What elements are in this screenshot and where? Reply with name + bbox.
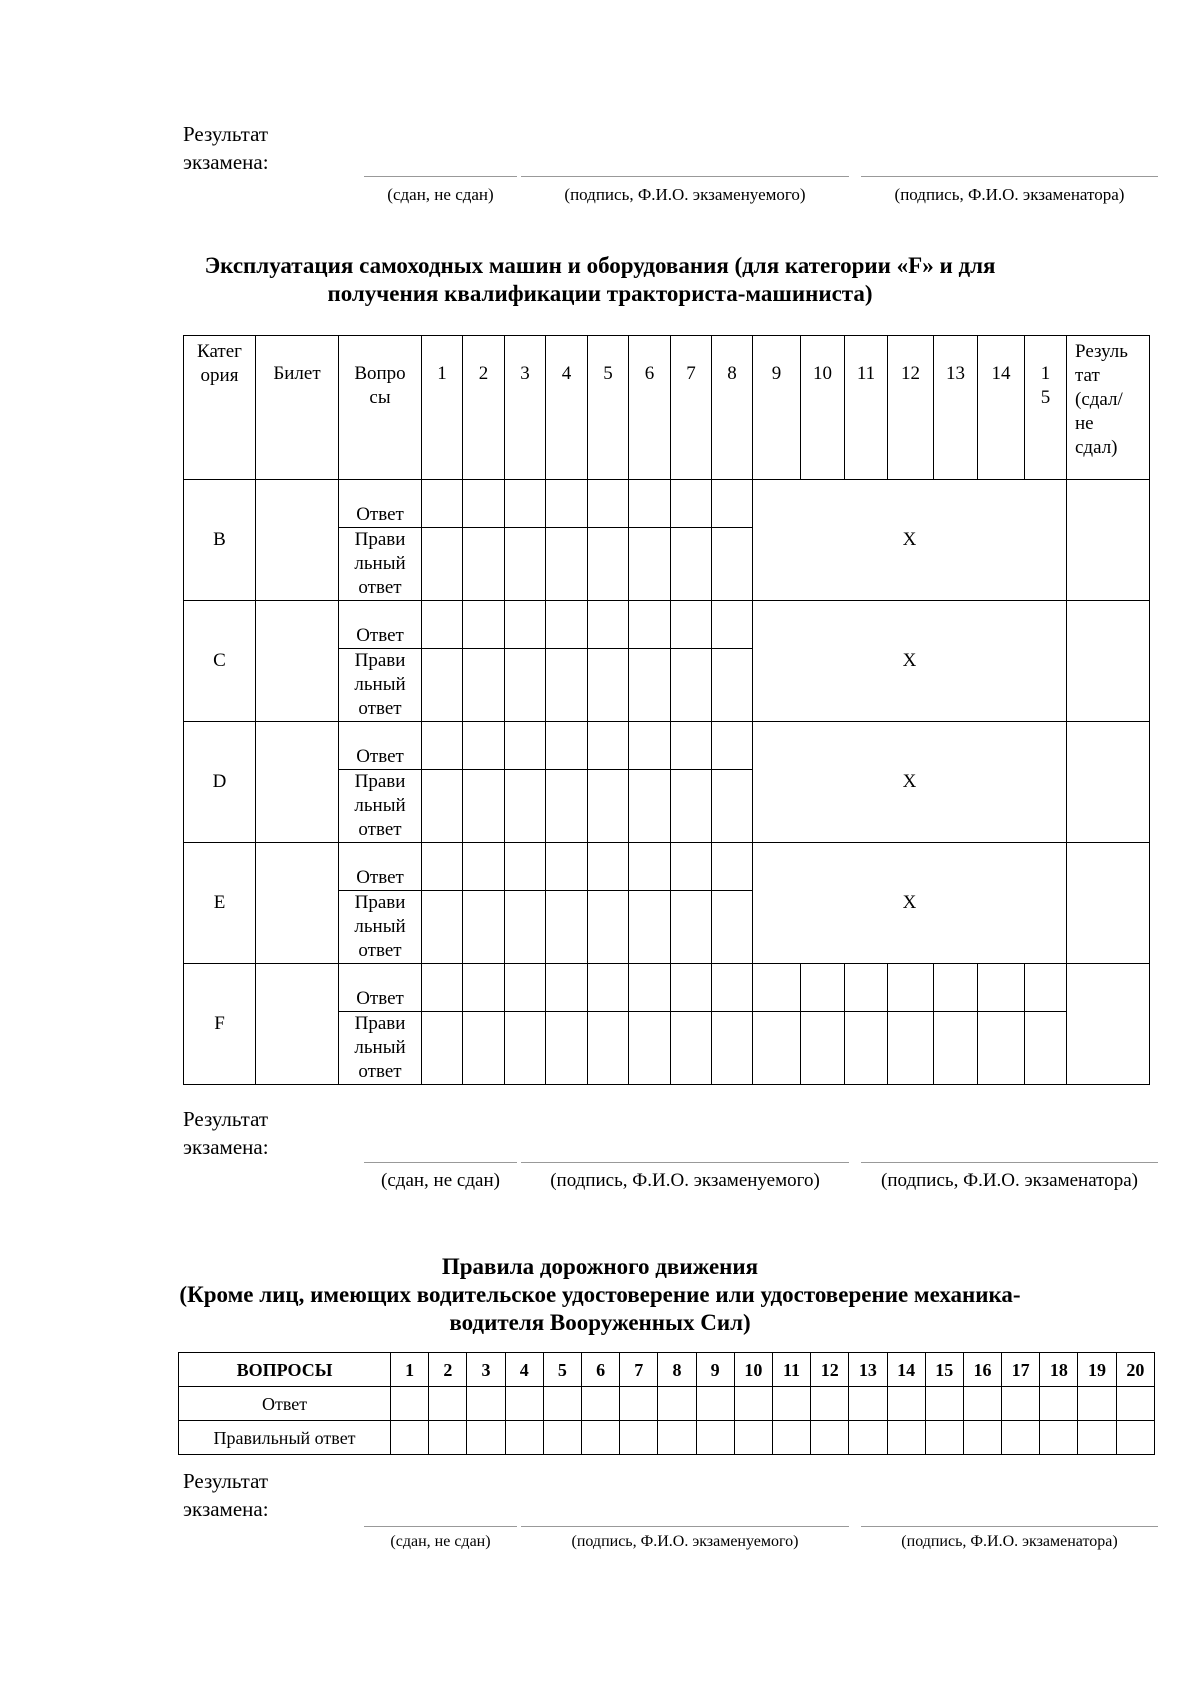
answer-cell-4[interactable] xyxy=(546,601,588,649)
examinee-signature-line-3 xyxy=(521,1526,849,1527)
correct-cell-1[interactable] xyxy=(422,891,463,964)
header-question-12: 12 xyxy=(888,336,934,480)
examiner-caption-2: (подпись, Ф.И.О. экзаменатора) xyxy=(881,1170,1138,1191)
cell-15[interactable] xyxy=(925,1421,963,1455)
correct-cell-1[interactable] xyxy=(422,1012,463,1085)
cell-16[interactable] xyxy=(963,1387,1001,1421)
header-question-16: 16 xyxy=(963,1353,1001,1387)
cell-11[interactable] xyxy=(772,1387,810,1421)
result-cell[interactable] xyxy=(1067,964,1150,1085)
result-cell[interactable] xyxy=(1067,601,1150,722)
cell-8[interactable] xyxy=(658,1421,696,1455)
header-question-19: 19 xyxy=(1078,1353,1116,1387)
header-question-8: 8 xyxy=(712,336,753,480)
answer-cell-2[interactable] xyxy=(463,964,505,1012)
answer-cell-2[interactable] xyxy=(463,480,505,528)
status-signature-line-2 xyxy=(364,1162,517,1163)
header-ticket: Билет xyxy=(256,336,339,480)
category-row-c xyxy=(184,601,1150,649)
cell-13[interactable] xyxy=(849,1387,887,1421)
cross-mark: X xyxy=(753,480,1067,601)
header-question-4: 4 xyxy=(505,1353,543,1387)
correct-cell-11[interactable] xyxy=(845,1012,888,1085)
header-question-7: 7 xyxy=(620,1353,658,1387)
cell-3[interactable] xyxy=(467,1387,505,1421)
status-signature-line-1 xyxy=(364,176,517,177)
answer-label: Ответ xyxy=(339,843,422,891)
section2-heading-line2: (Кроме лиц, имеющих водительское удостоверение или удостоверение механика- xyxy=(179,1282,1021,1307)
cell-3[interactable] xyxy=(467,1421,505,1455)
correct-cell-2[interactable] xyxy=(463,1012,505,1085)
header-result: Резуль тат (сдал/ не сдал) xyxy=(1067,336,1150,480)
correct-cell-2[interactable] xyxy=(463,891,505,964)
cell-13[interactable] xyxy=(849,1421,887,1455)
answer-cell-8[interactable] xyxy=(712,480,753,528)
header-question-6: 6 xyxy=(582,1353,620,1387)
table-header-row xyxy=(184,336,1150,480)
answer-label: Ответ xyxy=(179,1387,391,1421)
correct-cell-13[interactable] xyxy=(934,1012,978,1085)
header-question-4: 4 xyxy=(546,336,588,480)
answer-cell-7[interactable] xyxy=(671,480,712,528)
correct-answer-label: Прави льный ответ xyxy=(339,528,422,601)
answer-cell-3[interactable] xyxy=(505,843,546,891)
cell-4[interactable] xyxy=(505,1387,543,1421)
cell-17[interactable] xyxy=(1002,1421,1040,1455)
cell-1[interactable] xyxy=(391,1387,429,1421)
ticket-cell[interactable] xyxy=(256,722,339,843)
correct-cell-7[interactable] xyxy=(671,770,712,843)
answer-label: Ответ xyxy=(339,480,422,528)
cross-mark: X xyxy=(753,843,1067,964)
answer-cell-12[interactable] xyxy=(888,964,934,1012)
ticket-cell[interactable] xyxy=(256,601,339,722)
answer-cell-14[interactable] xyxy=(978,964,1025,1012)
cell-5[interactable] xyxy=(543,1387,581,1421)
answer-cell-8[interactable] xyxy=(712,964,753,1012)
examinee-signature-line-1 xyxy=(521,176,849,177)
answer-cell-9[interactable] xyxy=(753,964,801,1012)
answer-label: Ответ xyxy=(339,964,422,1012)
answer-cell-7[interactable] xyxy=(671,843,712,891)
answer-cell-6[interactable] xyxy=(629,480,671,528)
correct-cell-2[interactable] xyxy=(463,528,505,601)
answer-cell-4[interactable] xyxy=(546,843,588,891)
cell-15[interactable] xyxy=(925,1387,963,1421)
operation-exam-table xyxy=(183,335,1150,1085)
header-question-3: 3 xyxy=(467,1353,505,1387)
header-question-10: 10 xyxy=(734,1353,772,1387)
answer-cell-3[interactable] xyxy=(505,964,546,1012)
correct-cell-4[interactable] xyxy=(546,528,588,601)
header-question-7: 7 xyxy=(671,336,712,480)
correct-cell-6[interactable] xyxy=(629,649,671,722)
answer-cell-6[interactable] xyxy=(629,601,671,649)
correct-cell-1[interactable] xyxy=(422,770,463,843)
header-question-20: 20 xyxy=(1116,1353,1154,1387)
correct-cell-5[interactable] xyxy=(588,770,629,843)
category-row-d xyxy=(184,722,1150,770)
section1-heading-line2: получения квалификации тракториста-машиниста) xyxy=(327,281,873,306)
examinee-caption-2: (подпись, Ф.И.О. экзаменуемого) xyxy=(550,1170,820,1191)
ticket-cell[interactable] xyxy=(256,843,339,964)
answer-cell-10[interactable] xyxy=(801,964,845,1012)
answer-cell-7[interactable] xyxy=(671,964,712,1012)
cell-19[interactable] xyxy=(1078,1421,1116,1455)
ticket-cell[interactable] xyxy=(256,964,339,1085)
category-cell: F xyxy=(184,964,256,1085)
answer-cell-3[interactable] xyxy=(505,480,546,528)
cell-2[interactable] xyxy=(429,1387,467,1421)
cell-14[interactable] xyxy=(887,1421,925,1455)
status-caption-3: (сдан, не сдан) xyxy=(390,1533,491,1550)
correct-cell-7[interactable] xyxy=(671,891,712,964)
status-signature-line-3 xyxy=(364,1526,517,1527)
cell-18[interactable] xyxy=(1040,1387,1078,1421)
cell-11[interactable] xyxy=(772,1421,810,1455)
examiner-signature-line-3 xyxy=(861,1526,1158,1527)
correct-cell-7[interactable] xyxy=(671,649,712,722)
correct-answer-label: Прави льный ответ xyxy=(339,891,422,964)
correct-cell-8[interactable] xyxy=(712,528,753,601)
result-label-2: Результат экзамена: xyxy=(183,1107,269,1159)
examiner-caption-3: (подпись, Ф.И.О. экзаменатора) xyxy=(901,1533,1118,1550)
answer-cell-1[interactable] xyxy=(422,601,463,649)
header-question-3: 3 xyxy=(505,336,546,480)
cell-12[interactable] xyxy=(811,1387,849,1421)
header-question-2: 2 xyxy=(463,336,505,480)
header-question-18: 18 xyxy=(1040,1353,1078,1387)
answer-cell-5[interactable] xyxy=(588,964,629,1012)
correct-answer-label: Прави льный ответ xyxy=(339,649,422,722)
answer-row xyxy=(179,1387,1155,1421)
header-question-2: 2 xyxy=(429,1353,467,1387)
correct-cell-5[interactable] xyxy=(588,649,629,722)
answer-cell-5[interactable] xyxy=(588,480,629,528)
cross-mark: X xyxy=(753,601,1067,722)
correct-cell-1[interactable] xyxy=(422,649,463,722)
header-question-12: 12 xyxy=(811,1353,849,1387)
category-row-e xyxy=(184,843,1150,891)
correct-cell-2[interactable] xyxy=(463,649,505,722)
header-question-9: 9 xyxy=(753,336,801,480)
answer-cell-6[interactable] xyxy=(629,964,671,1012)
header-question-6: 6 xyxy=(629,336,671,480)
correct-cell-8[interactable] xyxy=(712,891,753,964)
answer-cell-3[interactable] xyxy=(505,601,546,649)
correct-cell-9[interactable] xyxy=(753,1012,801,1085)
correct-cell-3[interactable] xyxy=(505,1012,546,1085)
header-question-17: 17 xyxy=(1002,1353,1040,1387)
cell-17[interactable] xyxy=(1002,1387,1040,1421)
header-question-15: 1 5 xyxy=(1025,336,1067,480)
answer-cell-13[interactable] xyxy=(934,964,978,1012)
answer-cell-5[interactable] xyxy=(588,601,629,649)
correct-cell-4[interactable] xyxy=(546,649,588,722)
header-question-13: 13 xyxy=(934,336,978,480)
cell-8[interactable] xyxy=(658,1387,696,1421)
correct-cell-12[interactable] xyxy=(888,1012,934,1085)
header-question-14: 14 xyxy=(887,1353,925,1387)
category-cell: B xyxy=(184,480,256,601)
ticket-cell[interactable] xyxy=(256,480,339,601)
correct-cell-7[interactable] xyxy=(671,528,712,601)
examinee-caption-1: (подпись, Ф.И.О. экзаменуемого) xyxy=(564,185,806,204)
correct-cell-3[interactable] xyxy=(505,528,546,601)
answer-cell-2[interactable] xyxy=(463,601,505,649)
answer-cell-11[interactable] xyxy=(845,964,888,1012)
answer-cell-7[interactable] xyxy=(671,722,712,770)
status-caption-1: (сдан, не сдан) xyxy=(387,185,494,204)
correct-answer-label: Прави льный ответ xyxy=(339,770,422,843)
header-question-15: 15 xyxy=(925,1353,963,1387)
correct-cell-5[interactable] xyxy=(588,1012,629,1085)
cell-16[interactable] xyxy=(963,1421,1001,1455)
section1-heading-line1: Эксплуатация самоходных машин и оборудования (для категории «F» и для xyxy=(204,253,996,278)
result-label-1: Результат экзамена: xyxy=(183,122,269,174)
answer-cell-2[interactable] xyxy=(463,843,505,891)
correct-cell-8[interactable] xyxy=(712,649,753,722)
correct-cell-5[interactable] xyxy=(588,891,629,964)
answer-cell-5[interactable] xyxy=(588,843,629,891)
cell-19[interactable] xyxy=(1078,1387,1116,1421)
cell-2[interactable] xyxy=(429,1421,467,1455)
cell-7[interactable] xyxy=(620,1387,658,1421)
correct-cell-1[interactable] xyxy=(422,528,463,601)
cell-18[interactable] xyxy=(1040,1421,1078,1455)
result-cell[interactable] xyxy=(1067,480,1150,601)
correct-cell-4[interactable] xyxy=(546,1012,588,1085)
cross-mark: X xyxy=(753,722,1067,843)
answer-cell-4[interactable] xyxy=(546,964,588,1012)
correct-cell-6[interactable] xyxy=(629,528,671,601)
answer-cell-5[interactable] xyxy=(588,722,629,770)
cell-5[interactable] xyxy=(543,1421,581,1455)
answer-cell-1[interactable] xyxy=(422,722,463,770)
header-question-8: 8 xyxy=(658,1353,696,1387)
category-cell: E xyxy=(184,843,256,964)
header-question-11: 11 xyxy=(772,1353,810,1387)
cell-4[interactable] xyxy=(505,1421,543,1455)
header-question-10: 10 xyxy=(801,336,845,480)
cell-9[interactable] xyxy=(696,1421,734,1455)
header-question-5: 5 xyxy=(543,1353,581,1387)
category-row-b xyxy=(184,480,1150,528)
answer-cell-7[interactable] xyxy=(671,601,712,649)
examinee-caption-3: (подпись, Ф.И.О. экзаменуемого) xyxy=(571,1533,799,1550)
answer-cell-6[interactable] xyxy=(629,843,671,891)
header-question-1: 1 xyxy=(391,1353,429,1387)
cell-12[interactable] xyxy=(811,1421,849,1455)
cell-1[interactable] xyxy=(391,1421,429,1455)
cell-7[interactable] xyxy=(620,1421,658,1455)
header-category: Катег ория xyxy=(184,336,256,480)
section2-heading-line1: Правила дорожного движения xyxy=(441,1254,759,1279)
correct-answer-row xyxy=(179,1421,1155,1455)
examiner-signature-line-2 xyxy=(861,1162,1158,1163)
cell-10[interactable] xyxy=(734,1387,772,1421)
category-cell: C xyxy=(184,601,256,722)
answer-cell-1[interactable] xyxy=(422,480,463,528)
cell-10[interactable] xyxy=(734,1421,772,1455)
correct-answer-label: Прави льный ответ xyxy=(339,1012,422,1085)
correct-cell-6[interactable] xyxy=(629,891,671,964)
answer-cell-4[interactable] xyxy=(546,722,588,770)
cell-20[interactable] xyxy=(1116,1387,1154,1421)
cell-14[interactable] xyxy=(887,1387,925,1421)
answer-cell-6[interactable] xyxy=(629,722,671,770)
answer-cell-1[interactable] xyxy=(422,843,463,891)
correct-cell-8[interactable] xyxy=(712,1012,753,1085)
result-label-3: Результат экзамена: xyxy=(183,1469,269,1521)
correct-cell-10[interactable] xyxy=(801,1012,845,1085)
cell-6[interactable] xyxy=(582,1421,620,1455)
header-question-9: 9 xyxy=(696,1353,734,1387)
traffic-rules-table xyxy=(178,1352,1155,1455)
correct-answer-label: Правильный ответ xyxy=(179,1421,391,1455)
correct-cell-4[interactable] xyxy=(546,891,588,964)
answer-cell-8[interactable] xyxy=(712,601,753,649)
result-cell[interactable] xyxy=(1067,843,1150,964)
correct-cell-2[interactable] xyxy=(463,770,505,843)
answer-cell-2[interactable] xyxy=(463,722,505,770)
header-question-1: 1 xyxy=(422,336,463,480)
examiner-signature-line-1 xyxy=(861,176,1158,177)
correct-cell-8[interactable] xyxy=(712,770,753,843)
correct-cell-5[interactable] xyxy=(588,528,629,601)
correct-cell-7[interactable] xyxy=(671,1012,712,1085)
examinee-signature-line-2 xyxy=(521,1162,849,1163)
correct-cell-3[interactable] xyxy=(505,649,546,722)
correct-cell-14[interactable] xyxy=(978,1012,1025,1085)
result-cell[interactable] xyxy=(1067,722,1150,843)
cell-20[interactable] xyxy=(1116,1421,1154,1455)
header-question-13: 13 xyxy=(849,1353,887,1387)
correct-cell-3[interactable] xyxy=(505,891,546,964)
status-caption-2: (сдан, не сдан) xyxy=(381,1170,500,1191)
answer-cell-8[interactable] xyxy=(712,722,753,770)
header-question-5: 5 xyxy=(588,336,629,480)
cell-9[interactable] xyxy=(696,1387,734,1421)
answer-cell-8[interactable] xyxy=(712,843,753,891)
category-row-f xyxy=(184,964,1150,1012)
correct-cell-6[interactable] xyxy=(629,1012,671,1085)
answer-cell-15[interactable] xyxy=(1025,964,1067,1012)
header-questions: Вопро сы xyxy=(339,336,422,480)
answer-cell-3[interactable] xyxy=(505,722,546,770)
answer-label: Ответ xyxy=(339,722,422,770)
header-questions: ВОПРОСЫ xyxy=(179,1353,391,1387)
header-question-11: 11 xyxy=(845,336,888,480)
correct-cell-4[interactable] xyxy=(546,770,588,843)
section2-heading-line3: водителя Вооруженных Сил) xyxy=(449,1310,751,1335)
header-question-14: 14 xyxy=(978,336,1025,480)
correct-cell-6[interactable] xyxy=(629,770,671,843)
cell-6[interactable] xyxy=(582,1387,620,1421)
answer-cell-4[interactable] xyxy=(546,480,588,528)
correct-cell-3[interactable] xyxy=(505,770,546,843)
correct-cell-15[interactable] xyxy=(1025,1012,1067,1085)
examiner-caption-1: (подпись, Ф.И.О. экзаменатора) xyxy=(894,185,1125,204)
answer-label: Ответ xyxy=(339,601,422,649)
category-cell: D xyxy=(184,722,256,843)
answer-cell-1[interactable] xyxy=(422,964,463,1012)
table-header-row xyxy=(179,1353,1155,1387)
